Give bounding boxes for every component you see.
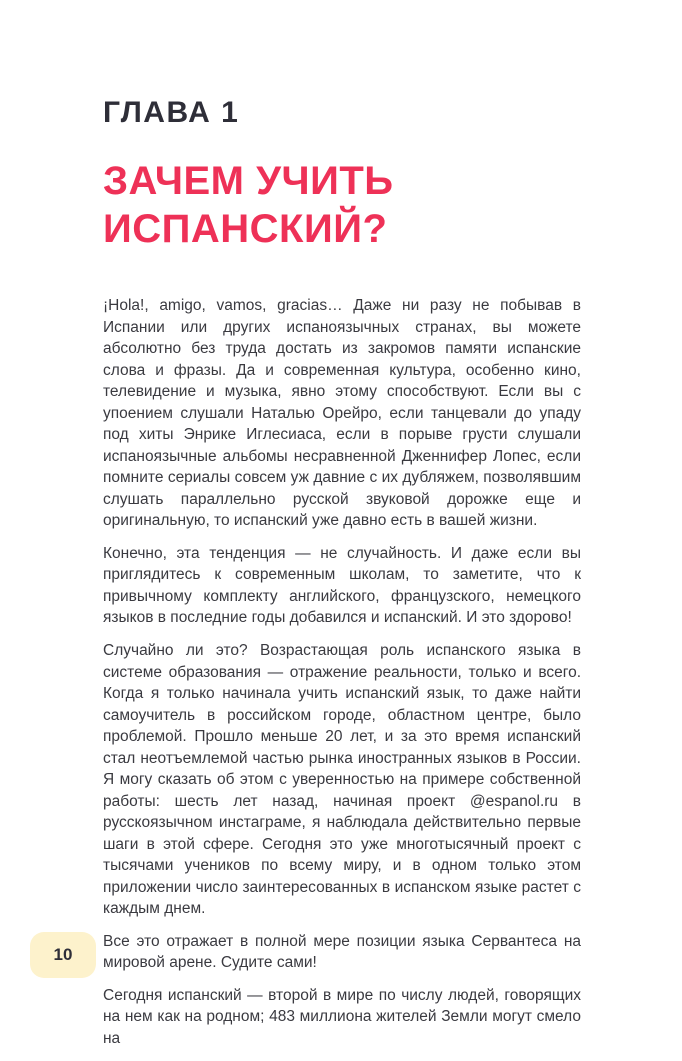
paragraph-5: Сегодня испанский — второй в мире по числу людей, говорящих на нем как на родном; 483 миллиона жителей Земли могут смело на [103, 986, 581, 1047]
paragraph-1: ¡Hola!, amigo, vamos, gracias… Даже ни разу не побывав в Испании или других испаноязычных странах, вы можете абсолютно без труда достать из закромов памяти испанские слова и фразы. Да и современная культура, особенно кино, телевидение и музыка, явно этому способствуют. Если вы с упоением слушали Наталью Орейро, если танцевали до упаду под хиты Энрике Иглесиаса, если в порыве грусти слушали испаноязычные альбомы несравненной Дженнифер Лопес, если помните сериалы совсем уж давние с их дубляжем, позволявшим слушать параллельно русской звуковой дорожке еще и оригинальную, то испанский уже давно есть в вашей жизни. [103, 297, 581, 530]
page-number-badge [30, 932, 96, 978]
chapter-title [103, 157, 581, 253]
paragraph-3: Случайно ли это? Возрастающая роль испанского языка в системе образования — отражение реальности, только и всего. Когда я только начинала учить испанский язык, то даже найти самоучитель в российском городе, областном центре, было проблемой. Прошло меньше 20 лет, и за это время испанский стал неотъемлемой частью рынка иностранных языков в России. Я могу сказать об этом с уверенностью на примере собственной работы: шесть лет назад, начиная проект @espanol.ru в русскоязычном инстаграме, я наблюдала действительно первые шаги в этой сфере. Сегодня это уже многотысячный проект с тысячами учеников по всему миру, и в одном только этом приложении число заинтересованных в испанском языке растет с каждым днем. [103, 641, 581, 918]
paragraph-4: Все это отражает в полной мере позиции языка Сервантеса на мировой арене. Судите сами! [103, 932, 581, 972]
body-text [103, 295, 581, 1050]
paragraph-2: Конечно, эта тенденция — не случайность. И даже если вы приглядитесь к современным школам, то заметите, что к привычному комплекту английского, французского, немецкого языков в последние годы добавился и испанский. И это здорово! [103, 544, 581, 627]
chapter-label: ГЛАВА 1 [103, 96, 240, 129]
page-number: 10 [53, 945, 73, 964]
chapter-title-line-2: ИСПАНСКИЙ? [103, 207, 388, 251]
page-content [103, 96, 581, 1061]
chapter-title-line-1: ЗАЧЕМ УЧИТЬ [103, 159, 394, 203]
